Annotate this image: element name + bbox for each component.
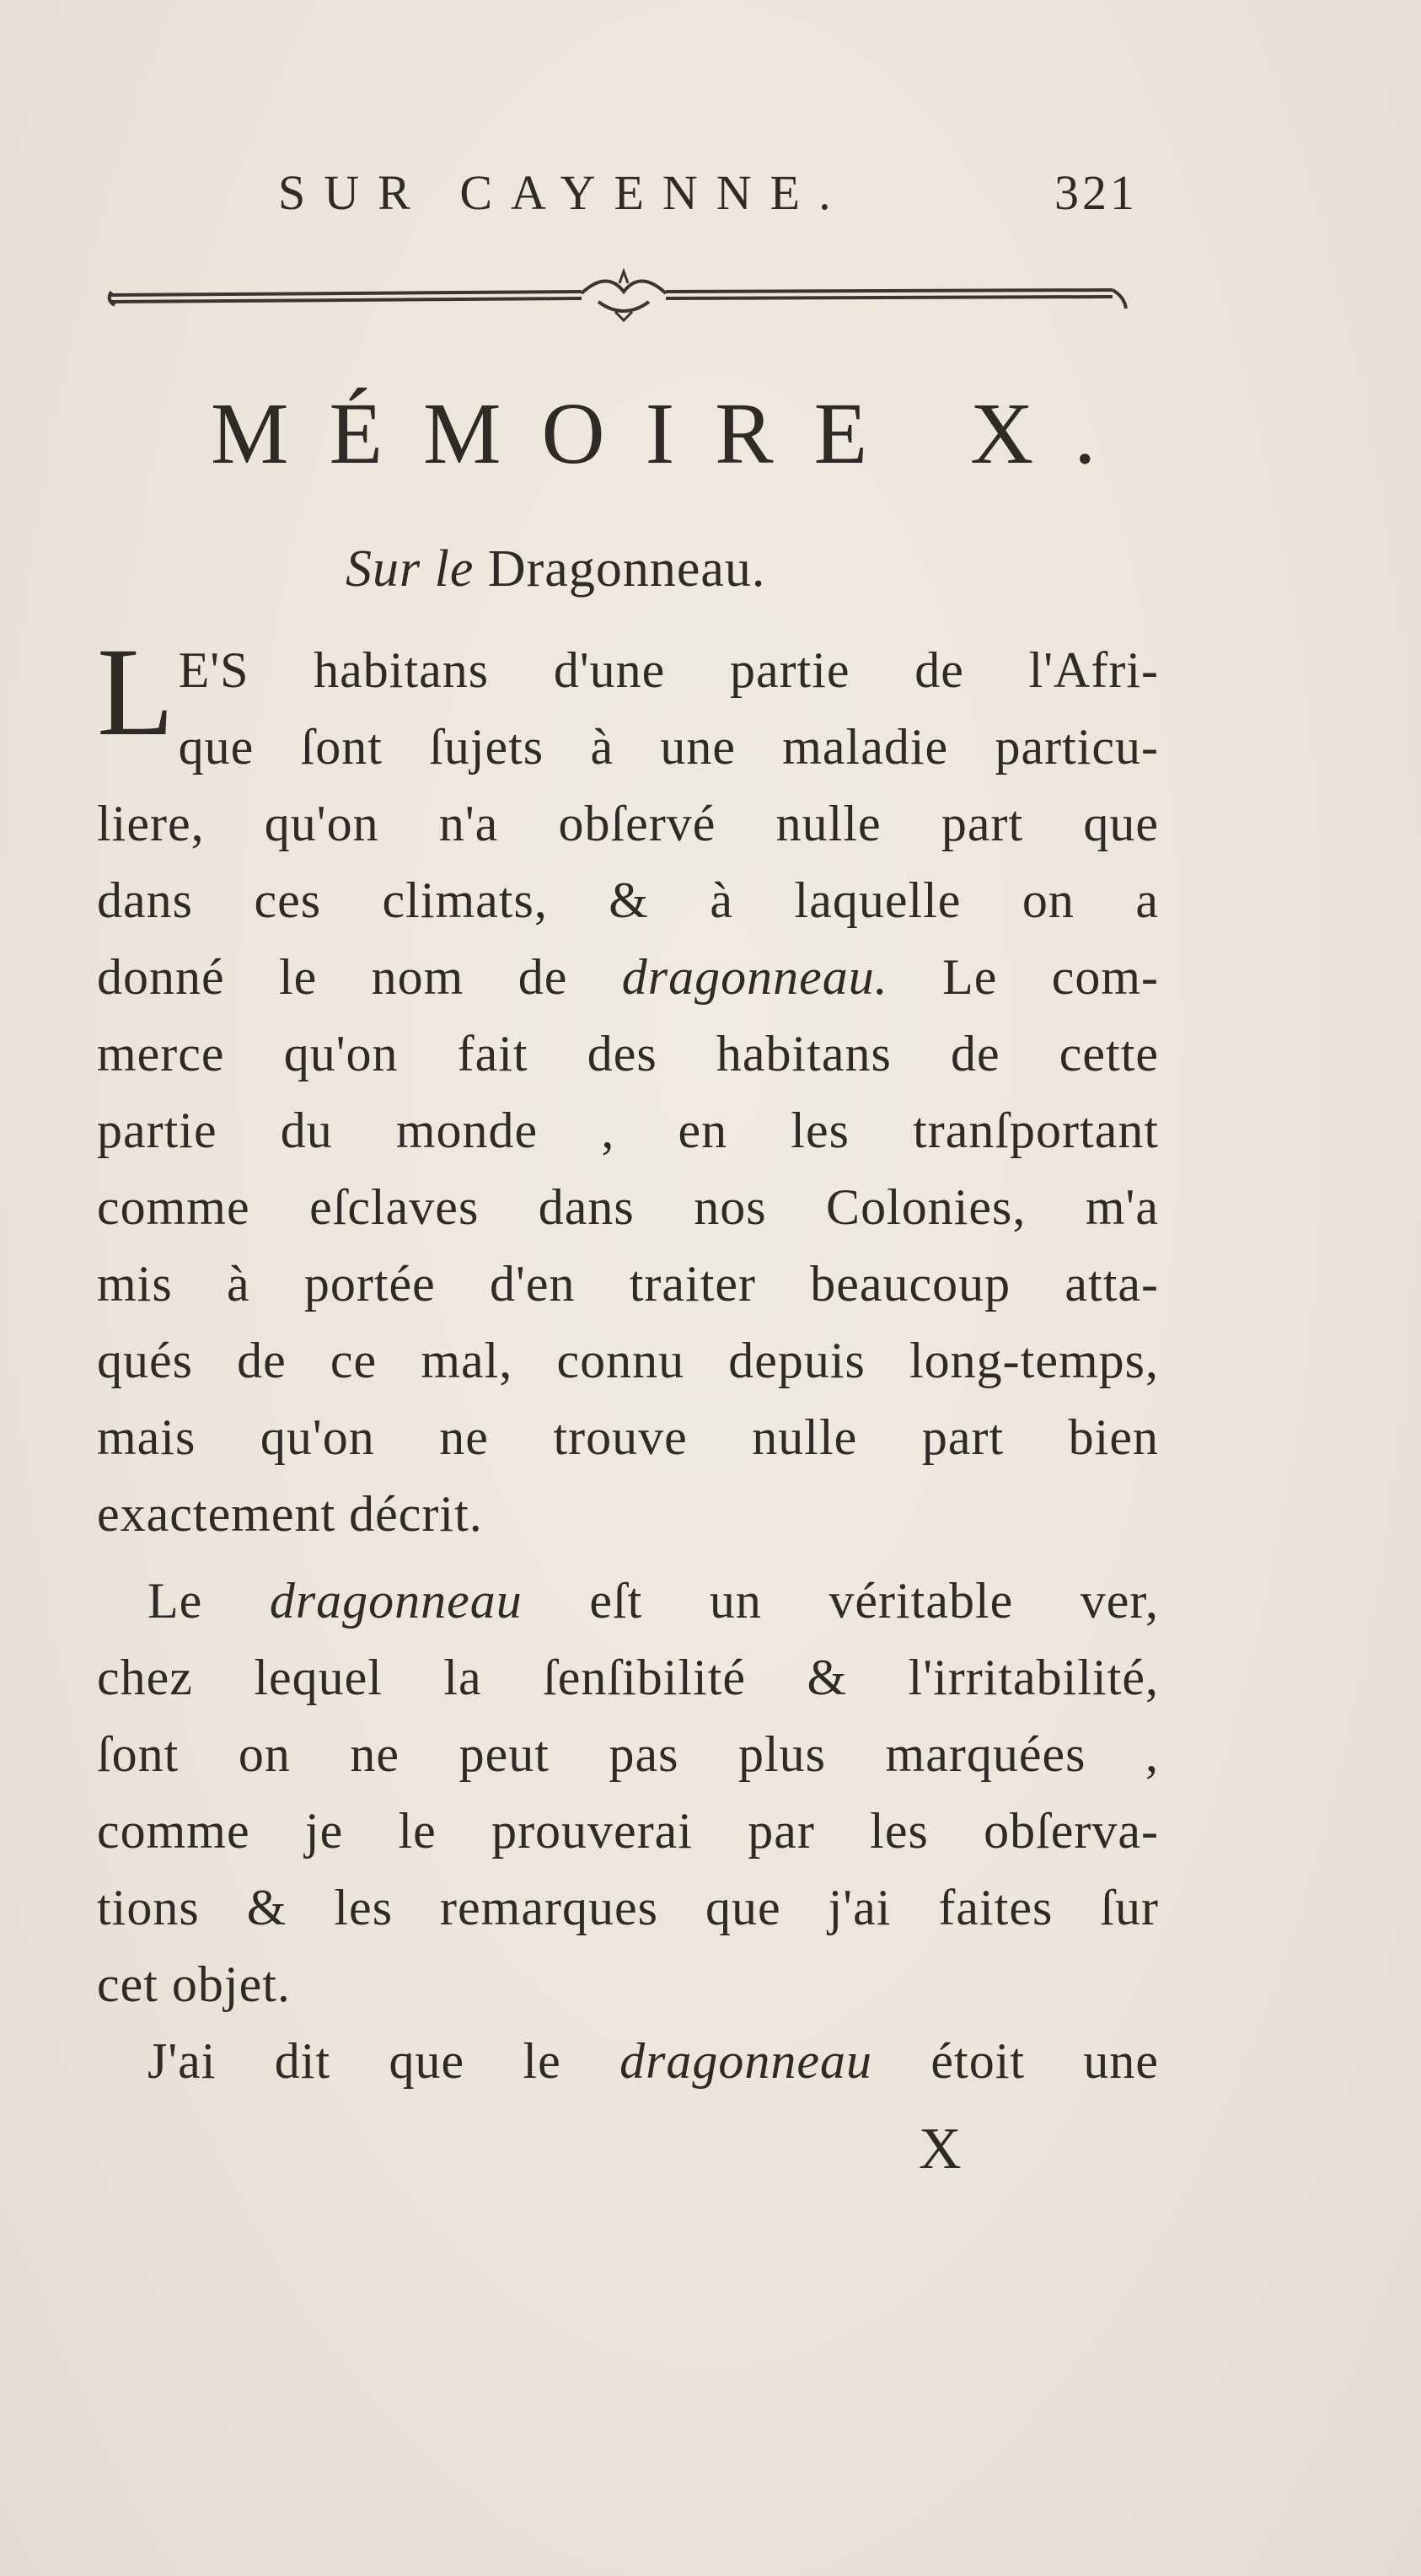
text-line	[97, 1169, 1159, 1246]
memoire-title: MÉMOIRE X.	[211, 385, 1137, 482]
text-line	[97, 1640, 1159, 1716]
text-run: merce qu'on fait des habitans de cette	[97, 1026, 1159, 1081]
text-run: tions & les remarques que j'ai faites ſur	[97, 1880, 1159, 1935]
text-run: eſt un véritable ver,	[522, 1573, 1160, 1629]
italic-term: dragonneau.	[621, 949, 888, 1005]
text-run: partie du monde , en les tranſportant	[97, 1103, 1159, 1158]
text-line	[97, 1563, 1159, 1640]
text-run: chez lequel la ſenſibilité & l'irritabilité,	[97, 1650, 1159, 1705]
text-run: Le	[147, 1573, 270, 1629]
text-run: ſont on ne peut pas plus marquées ,	[97, 1726, 1159, 1782]
text-run: étoit une	[872, 2033, 1160, 2089]
text-line	[97, 1323, 1159, 1399]
text-run: donné le nom de	[97, 949, 622, 1005]
headpiece-ornament	[93, 260, 1146, 327]
text-run: mis à portée d'en traiter beaucoup atta-	[97, 1256, 1159, 1312]
subtitle-roman: Dragonneau.	[487, 540, 766, 598]
paragraph-1	[97, 622, 1160, 1553]
text-line	[97, 862, 1159, 939]
text-run: dans ces climats, & à laquelle on a	[97, 872, 1159, 928]
text-line	[97, 1870, 1159, 1946]
paragraph-3	[97, 2023, 1159, 2100]
text-line	[97, 1946, 1159, 2023]
subtitle-italic: Sur le	[346, 540, 475, 598]
text-line	[97, 786, 1159, 862]
text-run: que ſont ſujets à une maladie particu-	[178, 719, 1159, 775]
text-line	[97, 1793, 1159, 1870]
running-head	[278, 164, 1138, 223]
text-line	[97, 1246, 1159, 1323]
text-run: Le com-	[887, 949, 1160, 1005]
text-line	[97, 2023, 1159, 2100]
text-line	[97, 939, 1159, 1016]
page-number: 321	[1054, 165, 1138, 220]
text-line	[97, 1399, 1159, 1476]
text-run: comme je le prouverai par les obſerva-	[97, 1803, 1159, 1859]
text-line	[97, 1016, 1159, 1092]
signature-mark: X	[919, 2117, 963, 2182]
text-run: liere, qu'on n'a obſervé nulle part que	[97, 796, 1159, 851]
text-run: comme eſclaves dans nos Colonies, m'a	[97, 1179, 1159, 1235]
running-title: SUR CAYENNE.	[278, 165, 850, 220]
text-run: J'ai dit que le	[147, 2033, 620, 2089]
italic-term: dragonneau	[619, 2033, 873, 2089]
text-run: E'S habitans d'une partie de l'Afri-	[178, 642, 1159, 698]
text-line	[97, 709, 1159, 786]
text-line	[97, 1716, 1159, 1793]
body-text	[97, 622, 1160, 2100]
text-run: cet objet.	[97, 1956, 291, 2012]
text-run: mais qu'on ne trouve nulle part bien	[97, 1409, 1159, 1465]
memoire-subtitle	[346, 539, 1104, 599]
paragraph-2	[97, 1563, 1159, 2023]
text-run: exactement décrit.	[97, 1486, 483, 1542]
drop-cap: L	[97, 622, 175, 762]
italic-term: dragonneau	[269, 1573, 523, 1629]
text-line	[97, 1476, 1159, 1553]
text-run: qués de ce mal, connu depuis long-temps,	[97, 1333, 1159, 1388]
text-line	[97, 1092, 1159, 1169]
